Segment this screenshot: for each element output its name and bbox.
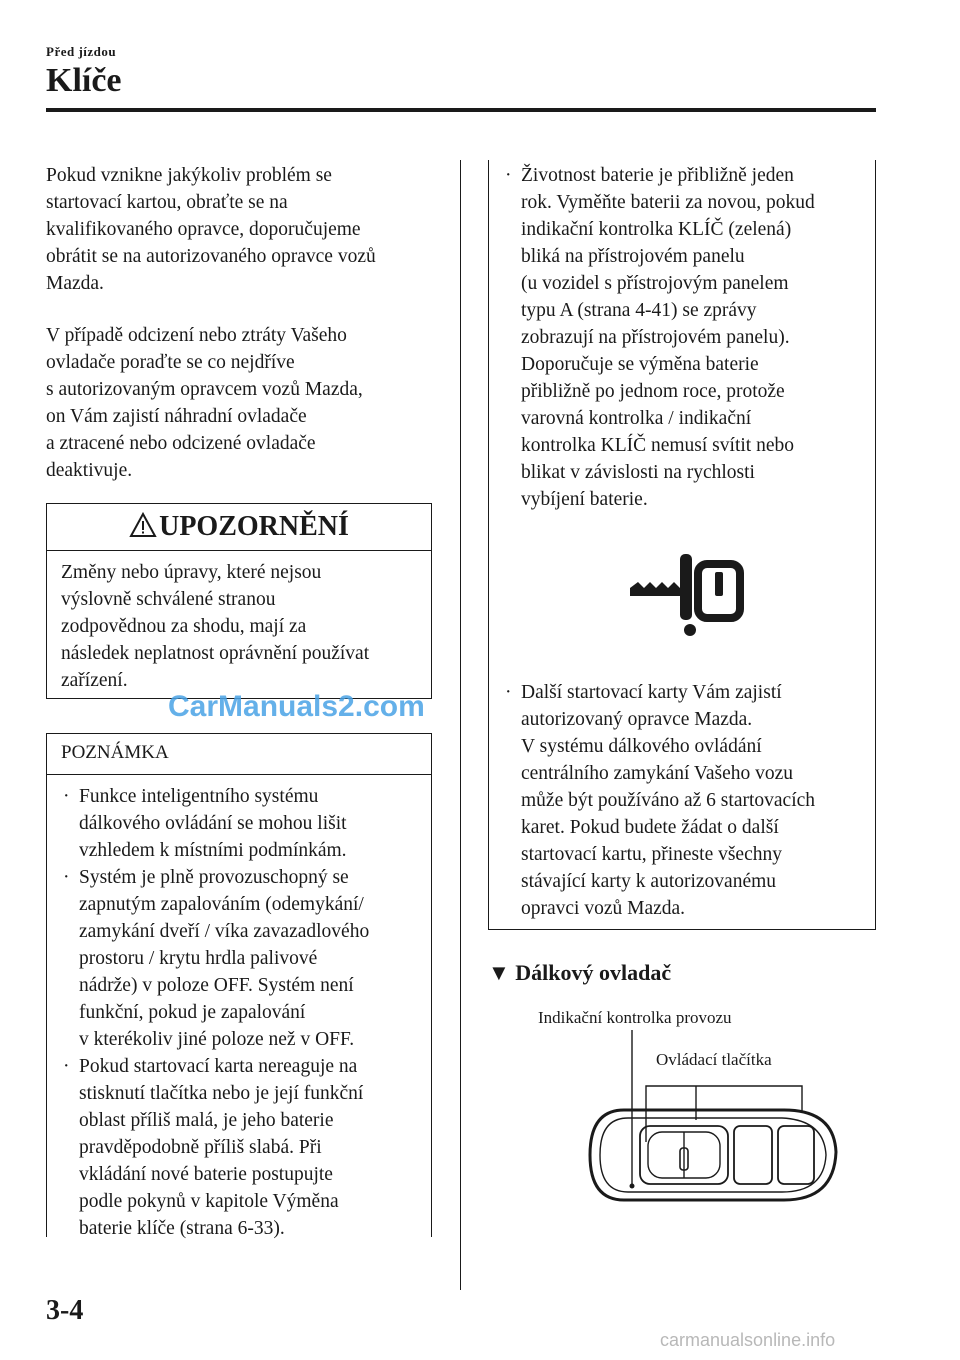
- column-divider: [460, 160, 461, 1290]
- paragraph-theft: V případě odcizení nebo ztráty Vašeho ovladače poraďte se co nejdříve s autorizovaným opravcem vozů Mazda, on Vám zajistí náhradní ovladače a ztracené nebo odcizené ovladače deaktivuje.: [46, 325, 363, 481]
- list-item: · Životnost baterie je přibližně jeden rok. Vyměňte baterii za novou, pokud indikační kontrolka KLÍČ (zelená) bliká na přístrojovém panelu (u vozidel s přístrojovým panelem typu A (strana 4-41) se zprávy zobrazují na přístrojovém panelu). Doporučuje se výměna baterie přibližně po jednom roce, protože varovná kontrolka / indikační kontrolka KLÍČ nemusí svítit nebo blikat v závislosti na rychlosti vybíjení baterie.: [505, 165, 815, 510]
- page-title: Klíče: [46, 62, 122, 99]
- list-item: · Pokud startovací karta nereaguje na stisknutí tlačítka nebo je její funkční oblast příliš malá, je jeho baterie pravděpodobně příliš slabá. Při vkládání nové baterie postupujte podle pokynů v kapitole Výměna baterie klíče (strana 6-33).: [63, 1056, 364, 1239]
- header-rule: [46, 108, 876, 112]
- paragraph-problem: Pokud vznikne jakýkoliv problém se startovací kartou, obraťte se na kvalifikovaného opravce, doporučujeme obrátit se na autorizovaného opravce vozů Mazda.: [46, 165, 376, 294]
- right-list: [489, 160, 875, 922]
- watermark-carmanuals2: CarManuals2.com: [168, 690, 425, 723]
- page-number: 3-4: [46, 1295, 84, 1326]
- key-warning-indicator-icon: [624, 548, 748, 640]
- right-note-box: [488, 160, 876, 930]
- remote-control-illustration: [584, 1000, 844, 1210]
- warning-box: [46, 503, 432, 699]
- label-indicator-light: Indikační kontrolka provozu: [538, 1008, 732, 1027]
- note-list: [47, 775, 431, 1242]
- note-title: POZNÁMKA: [47, 734, 431, 775]
- watermark-carmanualsonline: carmanualsonline.info: [660, 1330, 836, 1350]
- list-item: · Funkce inteligentního systému dálkového ovládání se mohou lišit vzhledem k místními podmínkám.: [63, 786, 347, 861]
- section-title-remote: ▼ Dálkový ovladač: [488, 960, 672, 985]
- warning-text: Změny nebo úpravy, které nejsou výslovně schválené stranou zodpovědnou za shodu, mají za následek neplatnost oprávnění používat zařízení.: [61, 562, 370, 691]
- note-box: [46, 733, 432, 1237]
- header-section: Před jízdou: [46, 44, 117, 59]
- label-control-buttons: Ovládací tlačítka: [656, 1050, 772, 1069]
- warning-triangle-icon: [129, 512, 157, 538]
- warning-title: UPOZORNĚNÍ: [159, 511, 349, 542]
- list-item: · Systém je plně provozuschopný se zapnutým zapalováním (odemykání/ zamykání dveří / víka zavazadlového prostoru / krytu hrdla palivové nádrže) v poloze OFF. Systém není funkční, pokud je zapalování v kterékoliv jiné poloze než v OFF.: [63, 867, 370, 1050]
- triangle-down-icon: ▼: [488, 960, 510, 985]
- list-item: · Další startovací karty Vám zajistí autorizovaný opravce Mazda. V systému dálkového ovládání centrálního zamykání Vašeho vozu může být používáno až 6 startovacích karet. Pokud budete žádat o další startovací kartu, přineste všechny stávající karty k autorizovanému opravci vozů Mazda.: [505, 682, 816, 919]
- warning-header: [47, 504, 431, 551]
